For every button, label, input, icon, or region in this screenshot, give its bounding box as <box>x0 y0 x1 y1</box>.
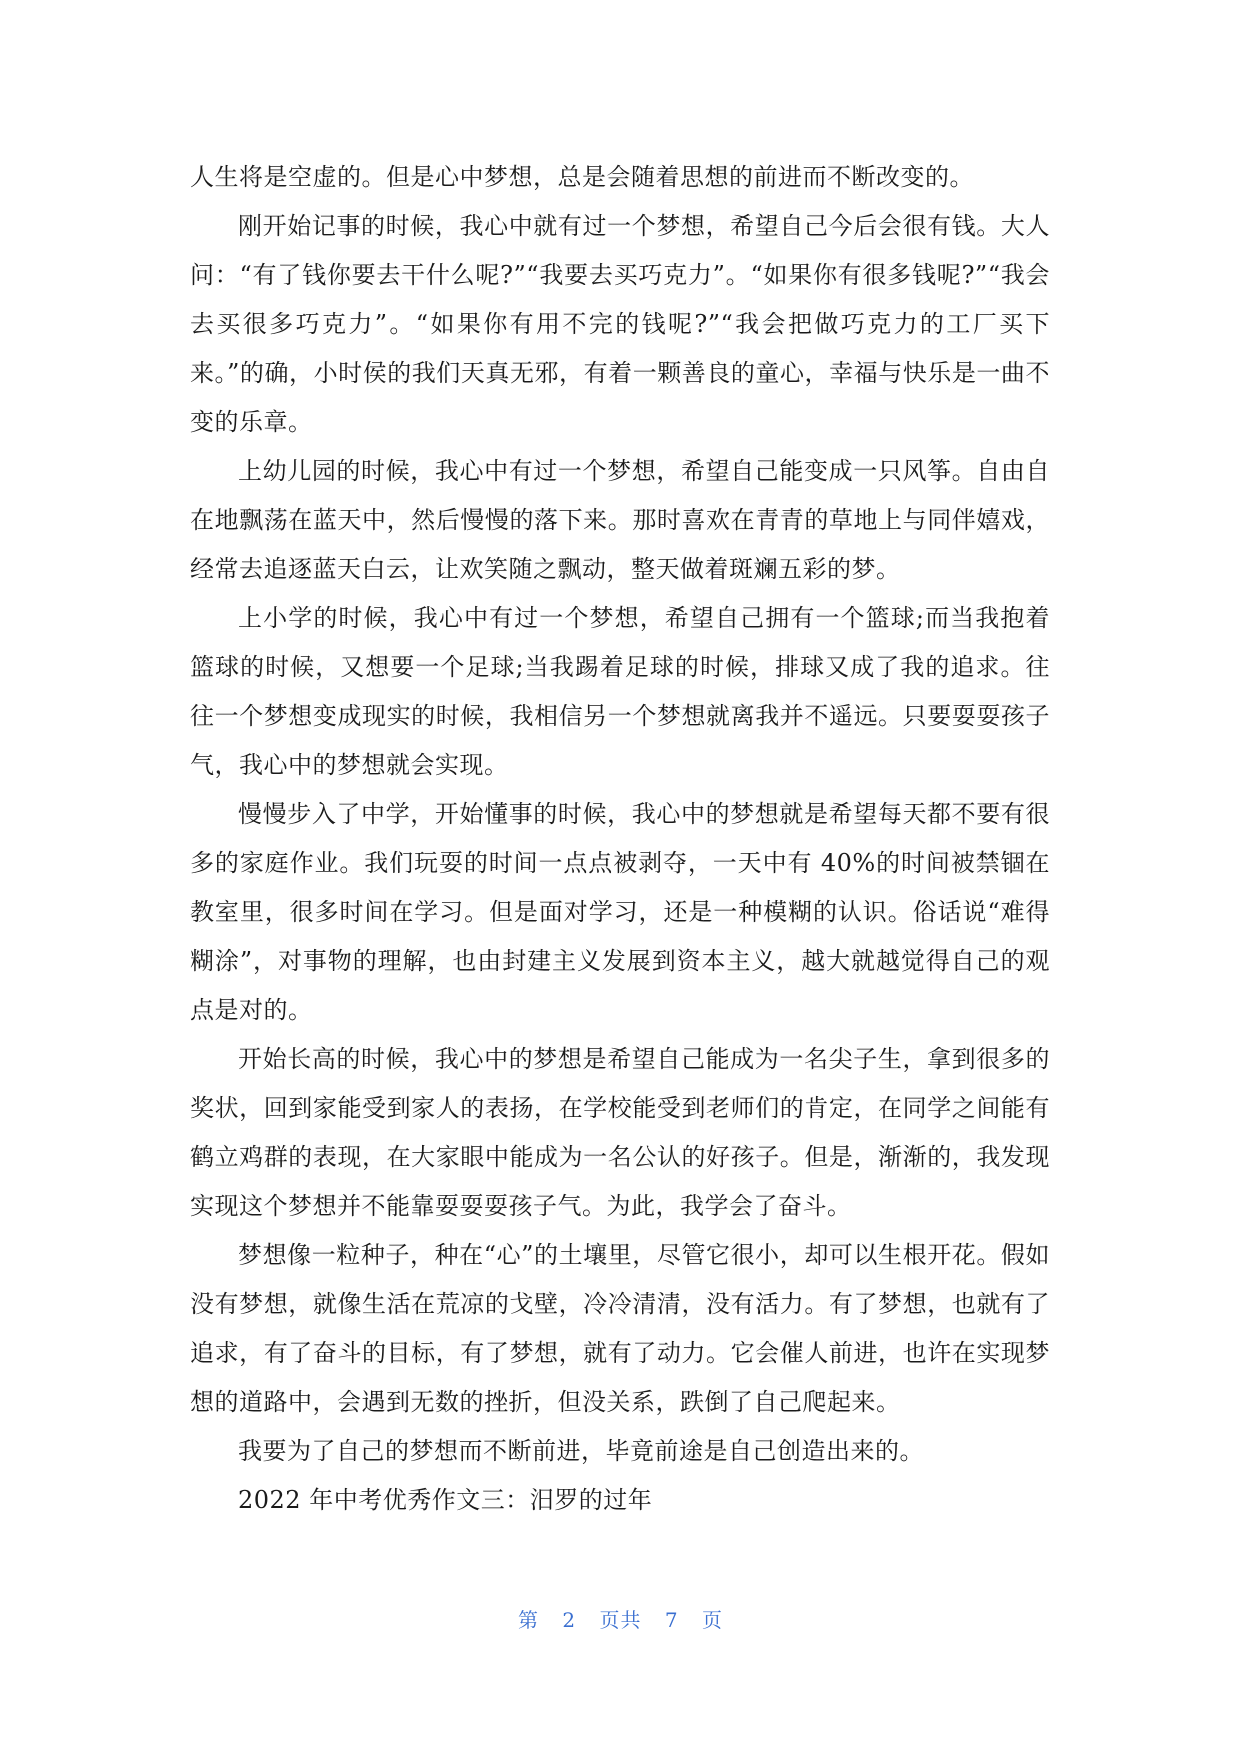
paragraph-8: 我要为了自己的梦想而不断前进，毕竟前途是自己创造出来的。 <box>238 1437 924 1465</box>
footer-suffix: 页 <box>701 1608 723 1632</box>
footer-middle: 页共 <box>599 1608 642 1632</box>
footer-current-page: 2 <box>562 1608 577 1632</box>
paragraph-1: 人生将是空虚的。但是心中梦想，总是会随着思想的前进而不断改变的。 <box>190 163 974 191</box>
paragraph-6: 开始长高的时候，我心中的梦想是希望自己能成为一名尖子生，拿到很多的奖状，回到家能受到家人的表扬，在学校能受到老师们的肯定，在同学之间能有鹤立鸡群的表现，在大家眼中能成为一名公认的好孩子。但是，渐渐的，我发现实现这个梦想并不能靠耍耍耍孩子气。为此，我学会了奋斗。 <box>190 1045 1050 1220</box>
footer-total-pages: 7 <box>664 1608 679 1632</box>
footer-prefix: 第 <box>518 1608 540 1632</box>
paragraph-4: 上小学的时候，我心中有过一个梦想，希望自己拥有一个篮球;而当我抱着篮球的时候，又想要一个足球;当我踢着足球的时候，排球又成了我的追求。往往一个梦想变成现实的时候，我相信另一个梦想就离我并不遥远。只要耍耍孩子气，我心中的梦想就会实现。 <box>190 604 1050 779</box>
paragraph-7: 梦想像一粒种子，种在“心”的土壤里，尽管它很小，却可以生根开花。假如没有梦想，就像生活在荒凉的戈壁，冷冷清清，没有活力。有了梦想，也就有了追求，有了奋斗的目标，有了梦想，就有了动力。它会催人前进，也许在实现梦想的道路中，会遇到无数的挫折，但没关系，跌倒了自己爬起来。 <box>190 1241 1050 1416</box>
paragraph-5: 慢慢步入了中学，开始懂事的时候，我心中的梦想就是希望每天都不要有很多的家庭作业。我们玩耍的时间一点点被剥夺，一天中有 40%的时间被禁锢在教室里，很多时间在学习。但是面对学习，还是一种模糊的认识。俗话说“难得糊涂”，对事物的理解，也由封建主义发展到资本主义，越大就越觉得自己的观点是对的。 <box>190 800 1050 1024</box>
document-body <box>190 153 1050 1525</box>
page-footer <box>0 1604 1241 1633</box>
next-essay-title: 2022 年中考优秀作文三：汨罗的过年 <box>238 1486 653 1514</box>
paragraph-3: 上幼儿园的时候，我心中有过一个梦想，希望自己能变成一只风筝。自由自在地飘荡在蓝天中，然后慢慢的落下来。那时喜欢在青青的草地上与同伴嬉戏，经常去追逐蓝天白云，让欢笑随之飘动，整天做着斑斓五彩的梦。 <box>190 457 1050 583</box>
paragraph-2: 刚开始记事的时候，我心中就有过一个梦想，希望自己今后会很有钱。大人问：“有了钱你要去干什么呢?”“我要去买巧克力”。“如果你有很多钱呢?”“我会去买很多巧克力”。“如果你有用不完的钱呢?”“我会把做巧克力的工厂买下来。”的确，小时侯的我们天真无邪，有着一颗善良的童心，幸福与快乐是一曲不变的乐章。 <box>190 212 1050 436</box>
